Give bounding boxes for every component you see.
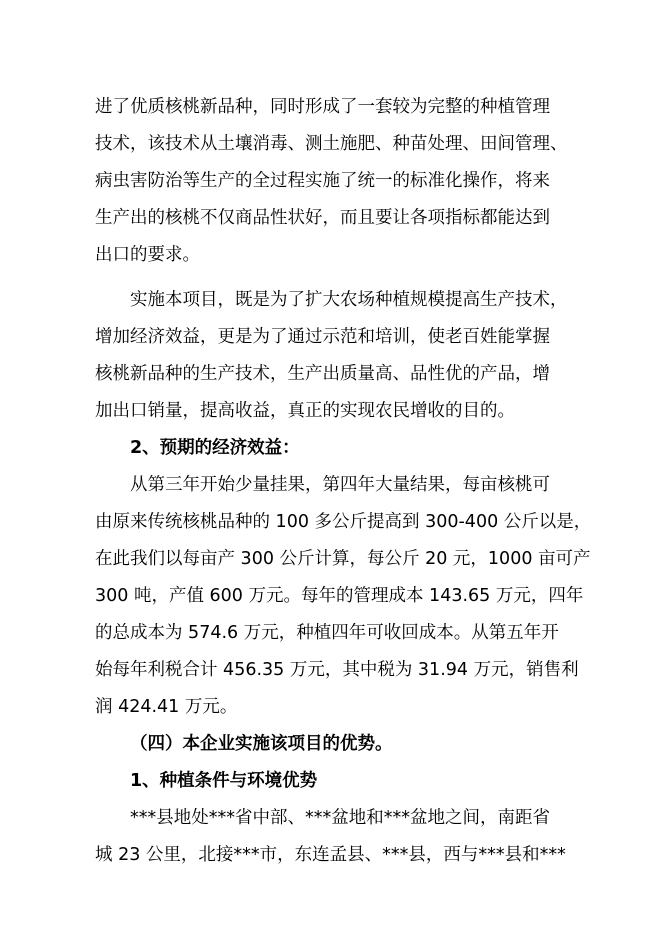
heading-section-4: （四）本企业实施该项目的优势。	[130, 734, 393, 754]
paragraph-4-line-2: 城 23 公里，北接***市，东连孟县、***县，西与***县和***	[95, 845, 566, 865]
paragraph-3-line-4: 300 吨，产值 600 万元。每年的管理成本 143.65 万元，四年	[95, 586, 584, 606]
heading-planting-conditions: 1、种植条件与环境优势	[130, 771, 318, 791]
paragraph-2-line-2: 增加经济效益，更是为了通过示范和培训，使老百姓能掌握	[95, 327, 550, 347]
paragraph-2-line-3: 核桃新品种的生产技术，生产出质量高、品性优的产品，增	[95, 364, 550, 384]
paragraph-2-line-1: 实施本项目，既是为了扩大农场种植规模提高生产技术，	[130, 290, 568, 310]
paragraph-2-line-4: 加出口销量，提高收益，真正的实现农民增收的目的。	[95, 401, 515, 421]
paragraph-3-line-5: 的总成本为 574.6 万元，种植四年可收回成本。从第五年开	[95, 623, 559, 643]
paragraph-1-line-1: 进了优质核桃新品种，同时形成了一套较为完整的种植管理	[95, 97, 550, 117]
paragraph-3-line-7: 润 424.41 万元。	[95, 697, 238, 717]
heading-economic-benefit: 2、预期的经济效益：	[130, 438, 300, 458]
paragraph-3-line-3: 在此我们以每亩产 300 公斤计算，每公斤 20 元，1000 亩可产	[95, 549, 591, 569]
paragraph-1-line-5: 出口的要求。	[95, 245, 200, 265]
paragraph-3-line-6: 始每年利税合计 456.35 万元，其中税为 31.94 万元，销售利	[95, 660, 579, 680]
paragraph-3-line-2: 由原来传统核桃品种的 100 多公斤提高到 300-400 公斤以是，	[95, 512, 592, 532]
paragraph-1-line-2: 技术，该技术从土壤消毒、测土施肥、种苗处理、田间管理、	[95, 134, 568, 154]
paragraph-1-line-4: 生产出的核桃不仅商品性状好，而且要让各项指标都能达到	[95, 208, 550, 228]
paragraph-4-line-1: ***县地处***省中部、***盆地和***盆地之间，南距省	[130, 808, 550, 828]
paragraph-3-line-1: 从第三年开始少量挂果，第四年大量结果，每亩核桃可	[130, 475, 550, 495]
paragraph-1-line-3: 病虫害防治等生产的全过程实施了统一的标准化操作，将来	[95, 171, 550, 191]
